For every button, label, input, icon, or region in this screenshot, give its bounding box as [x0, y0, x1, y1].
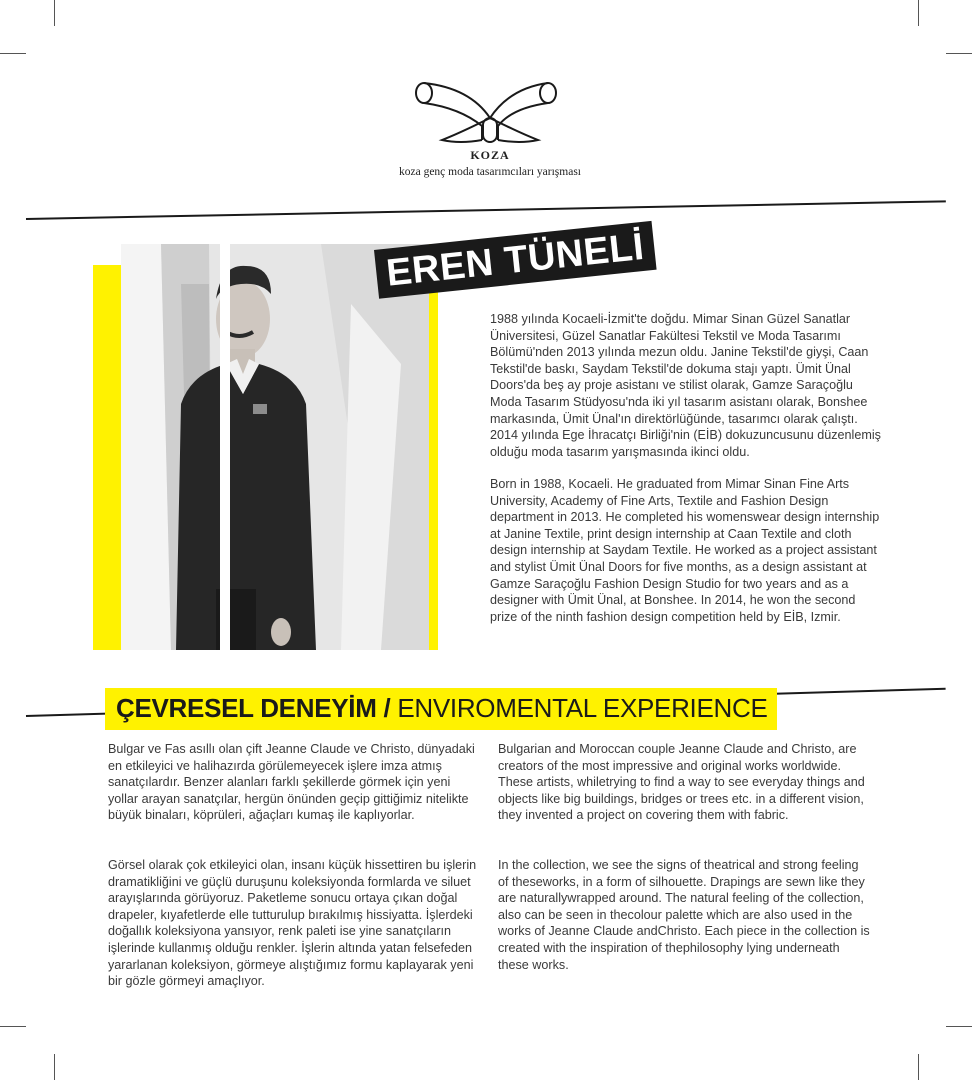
logo-tagline: koza genç moda tasarımcıları yarışması — [398, 166, 581, 178]
logo-name: KOZA — [470, 148, 510, 162]
body-english-paragraph-1: Bulgarian and Moroccan couple Jeanne Claude and Christo, are creators of the most impressive and original works worldwide. These artists, whiletrying to find a way to see everyday things and objects like big buildings, bridges or trees etc. in a different vision, they invented a project on covering them with fabric. — [498, 742, 865, 823]
crop-mark-bottom-right-v — [918, 1054, 919, 1080]
crop-mark-bottom-left-h — [0, 1026, 26, 1027]
body-turkish-paragraph-1: Bulgar ve Fas asıllı olan çift Jeanne Claude ve Christo, dünyadaki en etkileyici ve halihazırda görülemeyecek işlere imza atmış sanatçılardır. Benzer alanları farklı şekillerde görmek için yeni yollar arayan sanatçılar, hergün önünden geçip gittiğimiz nitelikte büyük binaları, köprüleri, ağaçları kumaş ile kaplıyorlar. — [108, 742, 475, 823]
body-english-paragraph-2: In the collection, we see the signs of theatrical and strong feeling of theseworks, in a form of silhouette. Drapings are sewn like they are naturallywrapped around. The natural feeling of the collection, also can be seen in thecolour palette which are also used in the works of Jeanne Claude andChristo. Each piece in the collection is created with the inspiration of thephilosophy lying underneath these works. — [498, 858, 870, 972]
crop-mark-top-right-h — [946, 53, 972, 54]
bio-english: Born in 1988, Kocaeli. He graduated from Mimar Sinan Fine Arts University, Academy of Fine Arts, Textile and Fashion Design department in 2013. He completed his womenswear design internship at Janine Textile, print design internship at Caan Textile and cloth design internship at Saydam Textile. He worked as a project assistant and stylist Ümit Ünal Doors for five months, as a design assistant at Gamze Saraçoğlu Fashion Design Studio for two years and as a designer with Ümit Ünal, at Bonshee. In 2014, he won the second prize of the ninth fashion design competition held by EİB, Izmir. — [490, 477, 880, 624]
designer-photo — [121, 244, 429, 650]
cocoon-icon — [400, 78, 580, 150]
top-divider-line — [26, 200, 946, 220]
crop-mark-top-left-v — [54, 0, 55, 26]
koza-logo — [400, 78, 580, 150]
crop-mark-top-left-h — [0, 53, 26, 54]
section-title-english: ENVIROMENTAL EXPERIENCE — [397, 693, 768, 723]
section-heading — [116, 693, 768, 724]
crop-mark-bottom-right-h — [946, 1026, 972, 1027]
crop-mark-bottom-left-v — [54, 1054, 55, 1080]
designer-name: EREN TÜNELİ — [374, 221, 656, 299]
bio-turkish: 1988 yılında Kocaeli-İzmit'te doğdu. Mimar Sinan Güzel Sanatlar Üniversitesi, Güzel Sanatlar Fakültesi Tekstil ve Moda Tasarımı Bölümü'nden 2013 yılında mezun oldu. Janine Tekstil'de giyşi, Caan Tekstil'de baskı, Saydam Tekstil'de dokuma stajı yaptı. Ümit Ünal Doors'da beş ay proje asistanı ve stilist olarak, Gamze Saraçoğlu Moda Tasarım Stüdyosu'nda iki yıl tasarım asistanı olarak, Bonshee markasında, Ümit Ünal'ın direktörlüğünde, tasarımcı olarak çalıştı. 2014 yılında Ege İhracatçı Birliği'nin (EİB) dokuzuncusunu düzenlemiş olduğu moda tasarım yarışmasında ikinci oldu. — [490, 312, 881, 459]
crop-mark-top-right-v — [918, 0, 919, 26]
section-title-separator: / — [376, 693, 398, 723]
body-turkish-paragraph-2: Görsel olarak çok etkileyici olan, insanı küçük hissettiren bu işlerin dramatikliğini ve güçlü duruşunu koleksiyonda formlarda ve siluet arayışlarında görüyoruz. Paketleme sonucu ortaya çıkan doğal drapeler, kıyafetlerde elle tutturulup bırakılmış hissiyatta. İşlerdeki doğallık koleksiyona yansıyor, renk paleti ise yine sanatçıların işlerinde kullanmış olduğu renkler. İşlerin altında yatan felsefeden yararlanan koleksiyon, görmeye alıştığımız formu kaplayarak yeni bir gözle görmeyi amaçlıyor. — [108, 858, 477, 989]
section-title-turkish: ÇEVRESEL DENEYİM — [116, 693, 377, 723]
